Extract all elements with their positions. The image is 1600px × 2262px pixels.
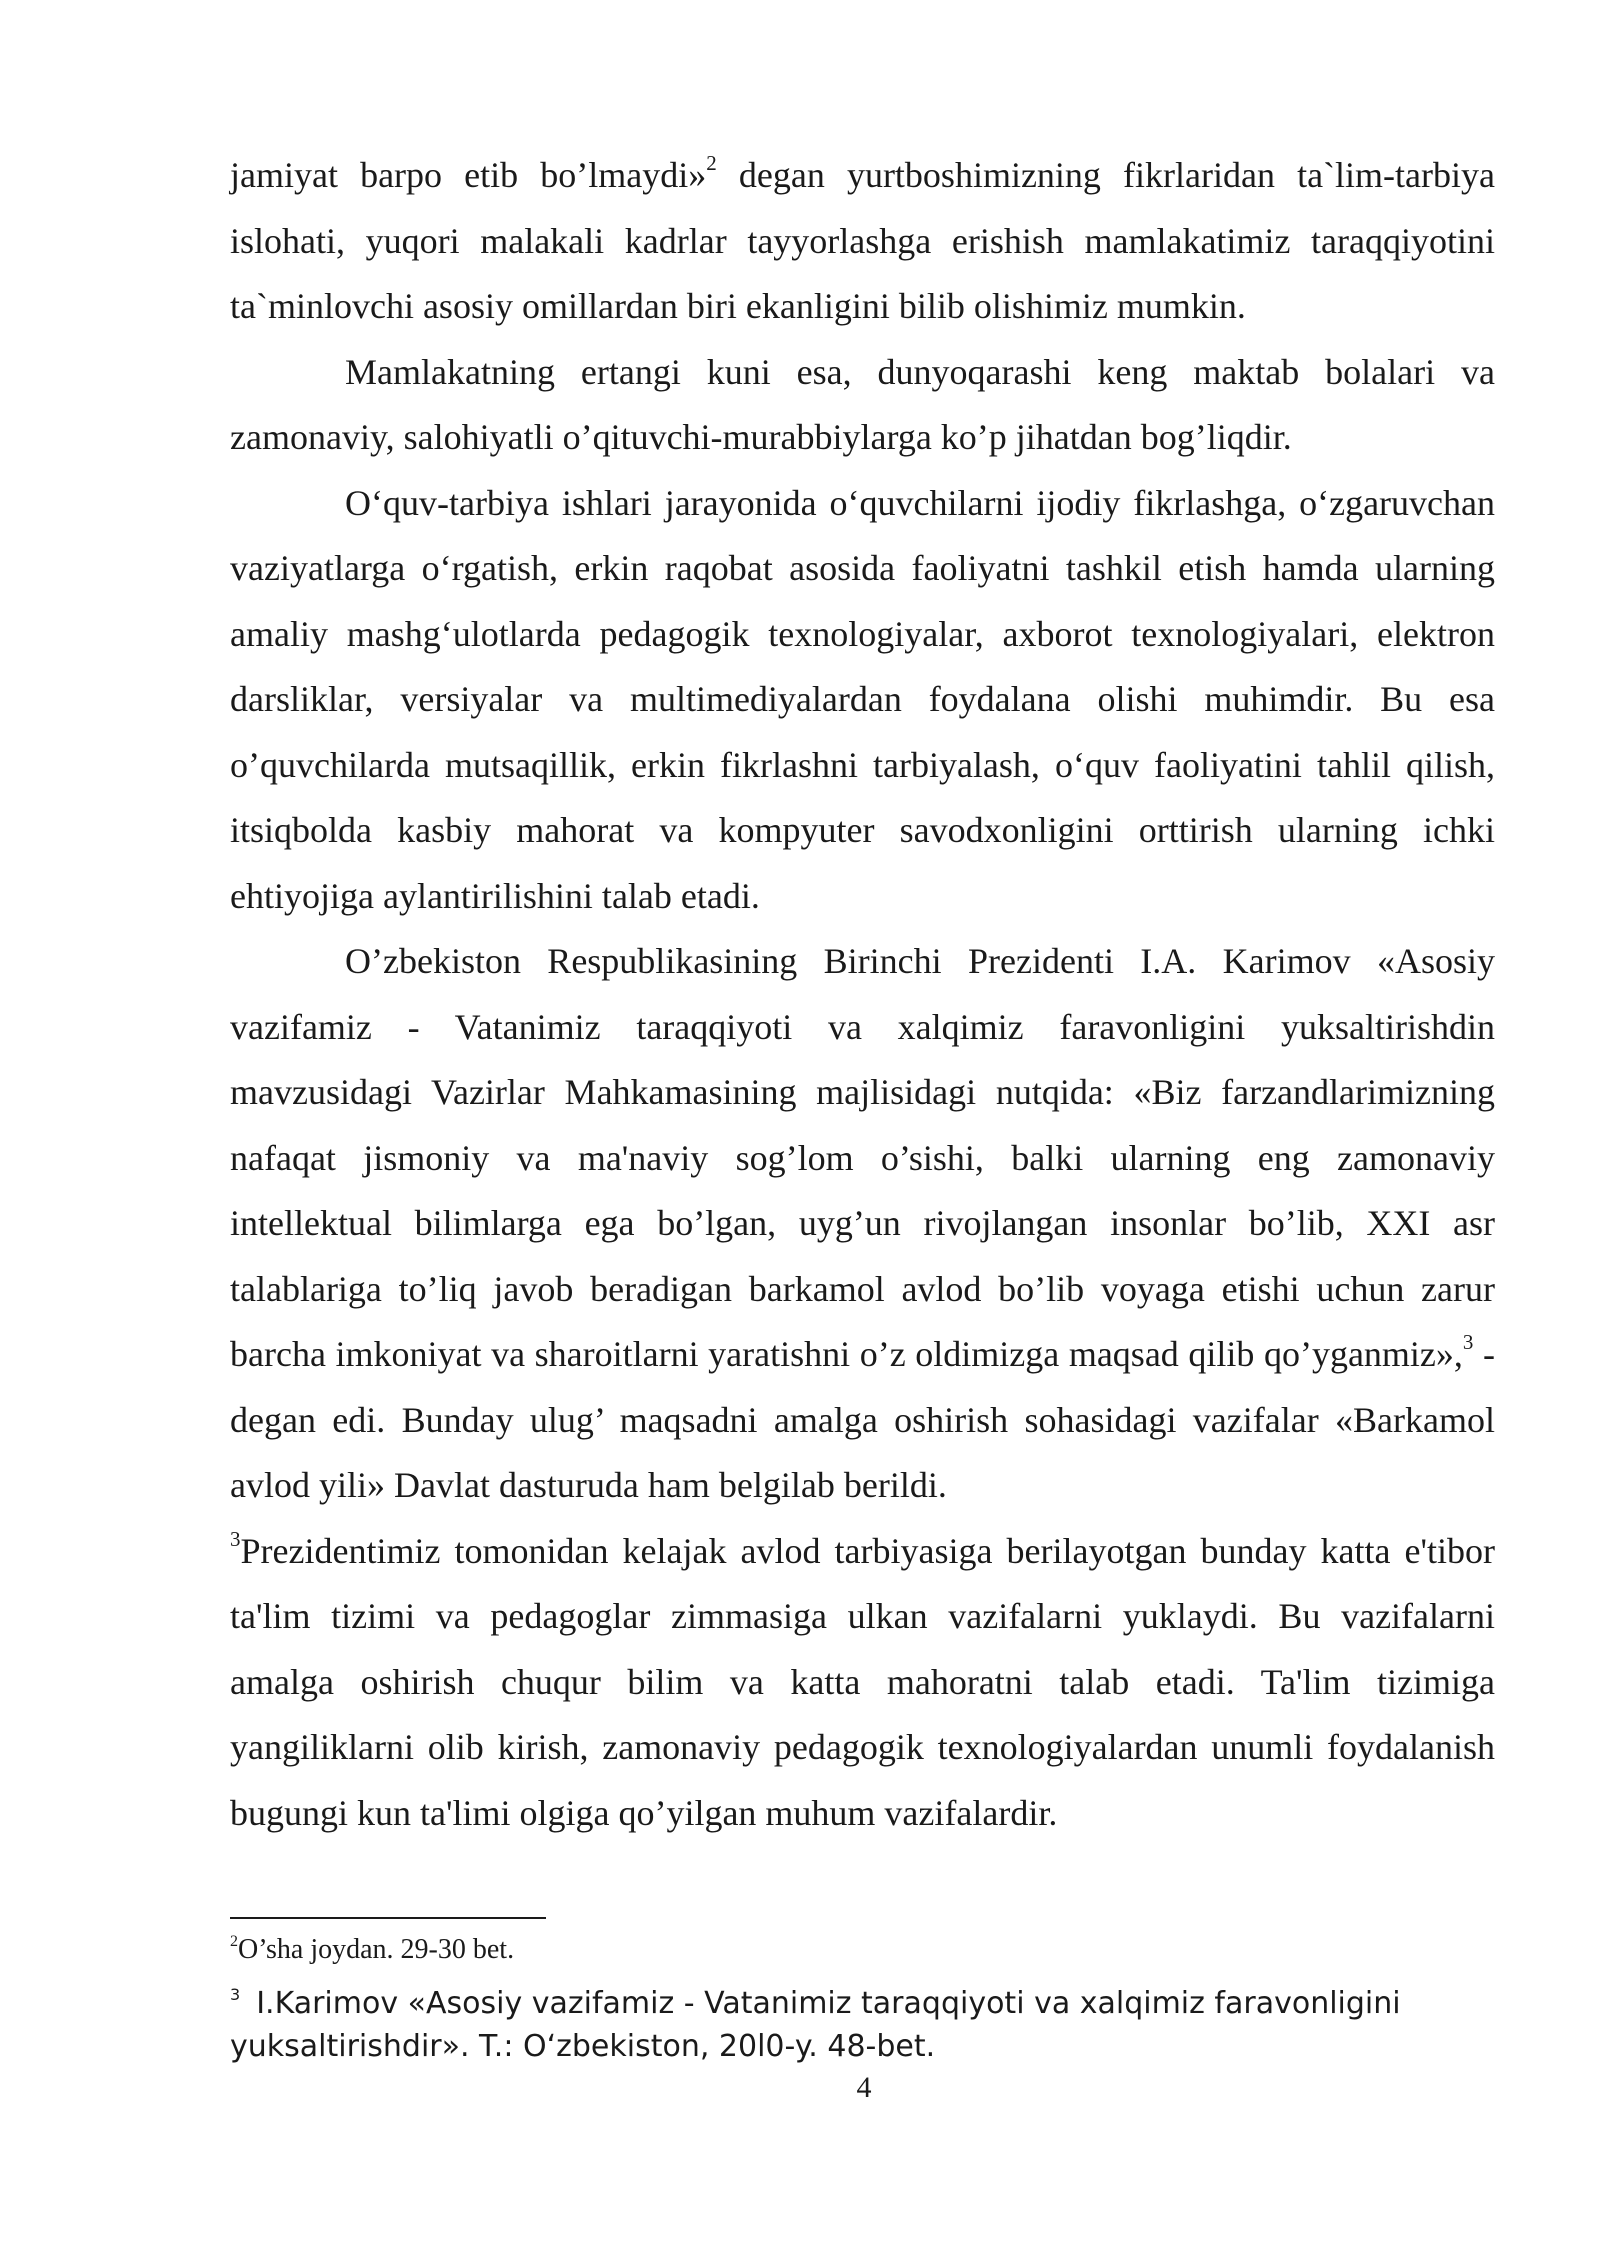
footnote-2	[230, 1930, 1495, 1970]
footnote-3	[230, 1982, 1495, 2068]
footnote-separator	[230, 1917, 546, 1919]
paragraph-1-text-b: degan yurtboshimizning fikrlaridan ta`lim-tarbiya islohati, yuqori malakali kadrlar tayyorlashga erishish mamlakatimiz taraqqiyotini ta`minlovchi asosiy omillardan biri ekanligini bilib olishimiz mumkin.	[230, 155, 1495, 326]
footnote-3-mark: 3	[230, 1985, 241, 2004]
paragraph-4	[230, 929, 1495, 1519]
paragraph-4-text-a: O’zbekiston Respublikasining Birinchi Prezidenti I.A. Karimov «Asosiy vazifamiz - Vatanimiz taraqqiyoti va xalqimiz faravonligini yuksaltirishdin mavzusidagi Vazirlar Mahkamasining majlisidagi nutqida: «Biz farzandlarimizning nafaqat jismoniy va ma'naviy sog’lom o’sishi, balki ularning eng zamonaviy intellektual bilimlarga ega bo’lgan, uyg’un rivojlangan insonlar bo’lib, XXI asr talablariga to’liq javob beradigan barkamol avlod bo’lib voyaga etishi uchun zarur barcha imkoniyat va sharoitlarni yaratishni o’z oldimizga maqsad qilib qo’yganmiz»,	[230, 941, 1495, 1374]
footnote-ref-2: 2	[706, 151, 717, 175]
paragraph-3-text: O‘quv-tarbiya ishlari jarayonida o‘quvchilarni ijodiy fikrlashga, o‘zgaruvchan vaziyatlarga o‘rgatish, erkin raqobat asosida faoliyatni tashkil etish hamda ularning amaliy mashg‘ulotlarda pedagogik texnologiyalar, axborot texnologiyalari, elektron darsliklar, versiyalar va multimediyalardan foydalana olishi muhimdir. Bu esa o’quvchilarda mutsaqillik, erkin fikrlashni tarbiyalash, o‘quv faoliyatini tahlil qilish, itsiqbolda kasbiy mahorat va kompyuter savodxonligini orttirish ularning ichki ehtiyojiga aylantirilishini talab etadi.	[230, 482, 1495, 916]
paragraph-2	[230, 340, 1495, 471]
paragraph-1-text-a: jamiyat barpo etib bo’lmaydi»	[230, 155, 707, 195]
paragraph-1	[230, 143, 1495, 340]
footnote-2-mark: 2	[230, 1932, 238, 1950]
paragraph-2-text: Mamlakatning ertangi kuni esa, dunyoqarashi keng maktab bolalari va zamonaviy, salohiyatli o’qituvchi-murabbiylarga ko’p jihatdan bog’liqdir.	[230, 351, 1495, 457]
page-number: 4	[856, 2071, 872, 2104]
body-text	[230, 143, 1495, 1846]
paragraph-5	[230, 1519, 1495, 1847]
paragraph-5-text: Prezidentimiz tomonidan kelajak avlod tarbiyasiga berilayotgan bunday katta e'tibor ta'lim tizimi va pedagoglar zimmasiga ulkan vazifalarni yuklaydi. Bu vazifalarni amalga oshirish chuqur bilim va katta mahoratni talab etadi. Ta'lim tizimiga yangiliklarni olib kirish, zamonaviy pedagogik texnologiyalardan unumli foydalanish bugungi kun ta'limi olgiga qo’yilgan muhum vazifalardir.	[230, 1530, 1495, 1833]
footnote-2-text: O’sha joydan. 29-30 bet.	[238, 1934, 515, 1965]
paragraph-4-text-b: - degan edi. Bunday ulug’ maqsadni amalga oshirish sohasidagi vazifalar «Barkamol avlod yili» Davlat dasturuda ham belgilab berildi.	[230, 1334, 1495, 1505]
paragraph-3	[230, 471, 1495, 930]
footnote-3-text: I.Karimov «Asosiy vazifamiz - Vatanimiz taraqqiyoti va xalqimiz faravonligini yuksaltirishdir». T.: O‘zbekiston, 20l0-y. 48-bet.	[230, 1986, 1401, 2064]
paragraph-5-mark: 3	[230, 1526, 241, 1551]
footnote-ref-3: 3	[1462, 1330, 1474, 1354]
